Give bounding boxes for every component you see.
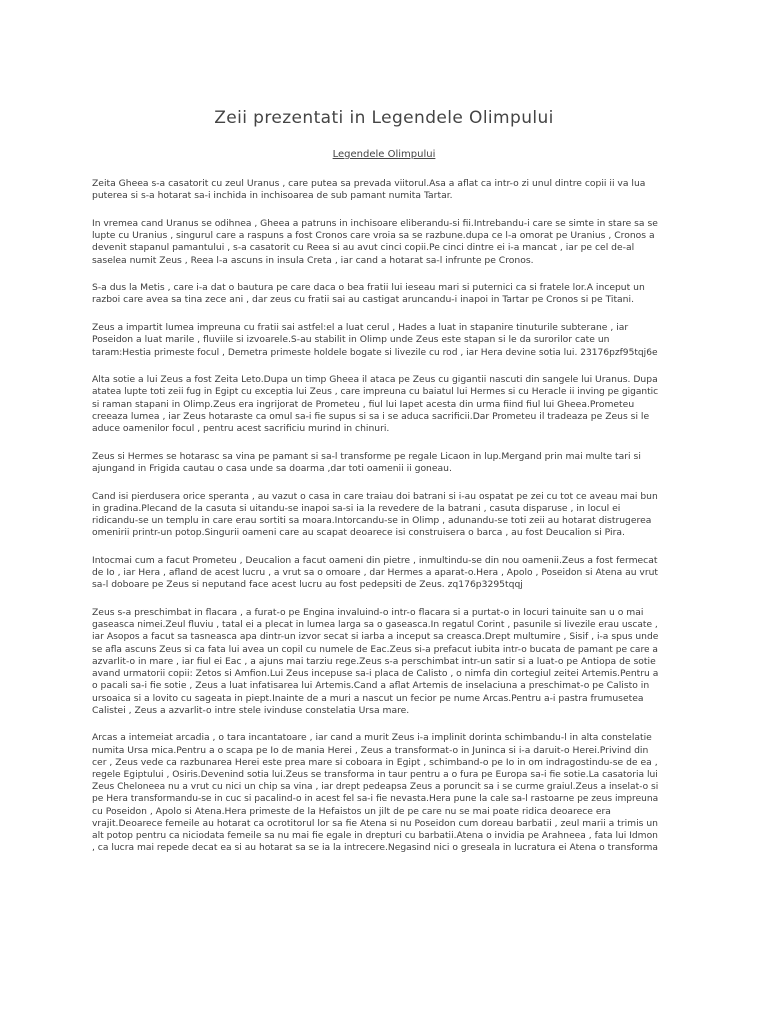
paragraph-line: ajungand in Frigida cautau o casa unde sa doarma ,dar toti oamenii ii goneau. bbox=[92, 462, 452, 474]
paragraph-line: Zeita Gheea s-a casatorit cu zeul Uranus , care putea sa prevada viitorul.Asa a aflat ca intr-o zi unul dintre copii ii va lua bbox=[92, 178, 646, 189]
paragraph-line: Calistei , Zeus a azvarlit-o intre stele ivinduse constelatia Ursa mare. bbox=[92, 704, 410, 716]
paragraph bbox=[92, 218, 658, 267]
paragraph-line: puterea si s-a hotarat sa-i inchida in inchisoarea de sub pamant numita Tartar. bbox=[92, 190, 453, 202]
paragraph bbox=[92, 178, 658, 202]
paragraph-line: pe Hera transformandu-se in cuc si pacalind-o in acest fel sa-i fie nevasta.Hera pune la cale sa-l rastoarne pe zeus impreuna bbox=[92, 793, 659, 805]
paragraph-line: Alta sotie a lui Zeus a fost Zeita Leto.Dupa un timp Gheea il ataca pe Zeus cu gigantii nascuti din sangele lui Uranus. Dupa bbox=[92, 374, 658, 386]
paragraph-line: gaseasca nimei.Zeul fluviu , tatal ei a plecat in lumea larga sa o gaseasca.In regatul Corint , pasunile si livezile erau uscate , bbox=[92, 619, 658, 631]
paragraph-line: cer , Zeus vede ca razbunarea Herei este prea mare si coboara in Egipt , schimband-o pe Io in om indragostindu-se de ea , bbox=[92, 756, 658, 768]
paragraph-line: In vremea cand Uranus se odihnea , Gheea a patruns in inchisoare eliberandu-si fii.Intrebandu-i care se simte in stare sa se bbox=[92, 217, 658, 229]
paragraph-line: avand urmatorii copii: Zetos si Amfion.Lui Zeus incepuse sa-i placa de Calisto , o nimfa din cortegiul zeitei Artemis.Pentru a bbox=[92, 668, 659, 680]
paragraph-line: devenit stapanul pamantului , s-a casatorit cu Reea si au avut cinci copii.Pe cinci dintre ei i-a mancat , iar pe cel de-al bbox=[92, 242, 635, 254]
document-body bbox=[92, 178, 658, 870]
paragraph-line: S-a dus la Metis , care i-a dat o bautura pe care daca o bea fratii lui ieseau mari si puternici ca si fratele lor.A inceput un bbox=[92, 282, 645, 294]
paragraph bbox=[92, 491, 658, 540]
paragraph-line: , ca lucra mai repede decat ea si au hotarat sa se ia la intrecere.Negasind nici o greseala in lucratura ei Atena o transforma bbox=[92, 842, 658, 854]
paragraph-line: Zeus Cheloneea nu a vrut cu nici un chip sa vina , iar drept pedeapsa Zeus a poruncit sa i se curme graiul.Zeus a inselat-o si bbox=[92, 781, 659, 793]
paragraph-line: numita Ursa mica.Pentru a o scapa pe Io de mania Herei , Zeus a transformat-o in Juninca si i-a daruit-o Herei.Privind din bbox=[92, 744, 649, 756]
paragraph-line: omenirii printr-un potop.Singurii oameni care au scapat deoarece isi construisera o barca , au fost Deucalion si Pira. bbox=[92, 527, 625, 539]
paragraph-line: razboi care avea sa tina zece ani , dar zeus cu fratii sai au castigat aruncandu-i inapoi in Tartar pe Cronos si pe Titani. bbox=[92, 294, 634, 306]
paragraph-line: Arcas a intemeiat arcadia , o tara incantatoare , iar cand a murit Zeus i-a implinit dorinta schimbandu-l in alta constelatie bbox=[92, 732, 652, 744]
paragraph-line: atatea lupte toti zeii fug in Egipt cu exceptia lui Zeus , care impreuna cu baiatul lui Hermes si cu Heracle ii inving pe gigantic bbox=[92, 386, 659, 398]
paragraph-line: ridicandu-se un templu in care erau sortiti sa moara.Intorcandu-se in Olimp , adunandu-se toti zeii au hotarat distrugerea bbox=[92, 515, 652, 527]
paragraph-line: de Io , iar Hera , afland de acest lucru , a vrut sa o omoare , dar Hermes a aparat-o.Hera , Apolo , Poseidon si Atena au vrut bbox=[92, 567, 658, 579]
paragraph bbox=[92, 374, 658, 435]
paragraph-line: Zeus s-a preschimbat in flacara , a furat-o pe Engina invaluind-o intr-o flacara si a purtat-o in locuri tainuite san u o mai bbox=[92, 607, 644, 619]
paragraph-line: cu Poseidon , Apolo si Atena.Hera primeste de la Hefaistos un jilt de pe care nu se mai poate ridica deoarece era bbox=[92, 805, 611, 817]
paragraph-line: se afla ascuns Zeus si ca fata lui avea un copil cu numele de Eac.Zeus si-a prefacut iubita intr-o bucata de pamant pe care a bbox=[92, 643, 658, 655]
paragraph-line: azvarlit-o in mare , iar fiul ei Eac , a ajuns mai tarziu rege.Zeus s-a perschimbat intr-un satir si a luat-o pe Antiopa de sotie bbox=[92, 655, 656, 667]
paragraph-line: vrajit.Deoarece femeile au hotarat ca ocrotitorul lor sa fie Atena si nu Poseidon cum doreau barbatii , zeul marii a trimis un bbox=[92, 817, 658, 829]
paragraph-line: Zeus si Hermes se hotarasc sa vina pe pamant si sa-l transforme pe regale Licaon in lup.Mergand prin mai multe tari si bbox=[92, 450, 641, 462]
paragraph-line: Zeus a impartit lumea impreuna cu fratii sai astfel:el a luat cerul , Hades a luat in stapanire tinuturile subterane , iar bbox=[92, 322, 629, 334]
paragraph bbox=[92, 607, 658, 717]
paragraph-line: ursoaica si a lovito cu sageata in piept.Inainte de a muri a nascut un fecior pe nume Arcas.Pentru a-i pastra frumusetea bbox=[92, 692, 644, 704]
paragraph-line: Poseidon a luat marile , fluviile si izvoarele.S-au stabilit in Olimp unde Zeus este stapan si le da surorilor cate un bbox=[92, 334, 610, 346]
paragraph-line: iar Asopos a facut sa tasneasca apa dintr-un izvor secat si iarba a inceput sa creasca.Drept multumire , Sisif , i-a spus unde bbox=[92, 631, 659, 643]
paragraph-line: sa-l doboare pe Zeus si neputand face acest lucru au fost pedepsiti de Zeus. zq176p3295tqqj bbox=[92, 579, 523, 591]
paragraph-line: alt potop pentru ca niciodata femeile sa nu mai fie egale in drepturi cu barbatii.Atena o invidia pe Arahneea , fata lui Idmon bbox=[92, 830, 658, 842]
document-subtitle: Legendele Olimpului bbox=[332, 149, 436, 160]
paragraph-line: in gradina.Plecand de la casuta si uitandu-se inapoi sa-si ia la revedere de la batrani , casuta disparuse , in locul ei bbox=[92, 502, 621, 514]
paragraph bbox=[92, 555, 658, 592]
paragraph-line: o pacali sa-i fie sotie , Zeus a luat infatisarea lui Artemis.Cand a aflat Artemis de inselaciuna a preschimat-o pe Calisto in bbox=[92, 680, 650, 692]
paragraph bbox=[92, 451, 658, 475]
paragraph bbox=[92, 282, 658, 306]
paragraph-line: Cand isi pierdusera orice speranta , au vazut o casa in care traiau doi batrani si i-au ospatat pe zei cu tot ce aveau mai bun bbox=[92, 490, 658, 502]
paragraph-line: taram:Hestia primeste focul , Demetra primeste holdele bogate si livezile cu rod , iar Hera devine sotia lui. 23176pzf95tqj6e bbox=[92, 346, 658, 358]
document-title: Zeii prezentati in Legendele Olimpului bbox=[214, 108, 554, 128]
paragraph-line: regele Egiptului , Osiris.Devenind sotia lui.Zeus se transforma in taur pentru a o fura pe Europa sa-i fie sotie.La casatoria lui bbox=[92, 769, 658, 781]
paragraph bbox=[92, 732, 658, 854]
paragraph-line: Intocmai cum a facut Prometeu , Deucalion a facut oameni din pietre , inmultindu-se din nou oamenii.Zeus a fost fermecat bbox=[92, 554, 658, 566]
paragraph-line: si raman stapani in Olimp.Zeus era ingrijorat de Prometeu , fiul lui Iapet acesta din urma fiind fiul lui Gheea.Prometeu bbox=[92, 398, 635, 410]
paragraph-line: creeaza lumea , iar Zeus hotaraste ca omul sa-i fie supus si sa i se aduca sacrificii.Dar Prometeu il tradeaza pe Zeus si le bbox=[92, 410, 650, 422]
paragraph-line: aduce oamenilor focul , pentru acest sacrificiu murind in chinuri. bbox=[92, 423, 390, 435]
paragraph-line: lupte cu Uranius , singurul care a raspuns a fost Cronos care vroia sa se razbune.dupa ce l-a omorat pe Uranius , Cronos a bbox=[92, 230, 655, 242]
paragraph-line: saselea numit Zeus , Reea l-a ascuns in insula Creta , iar cand a hotarat sa-l infrunte pe Cronos. bbox=[92, 254, 534, 266]
paragraph bbox=[92, 322, 658, 359]
